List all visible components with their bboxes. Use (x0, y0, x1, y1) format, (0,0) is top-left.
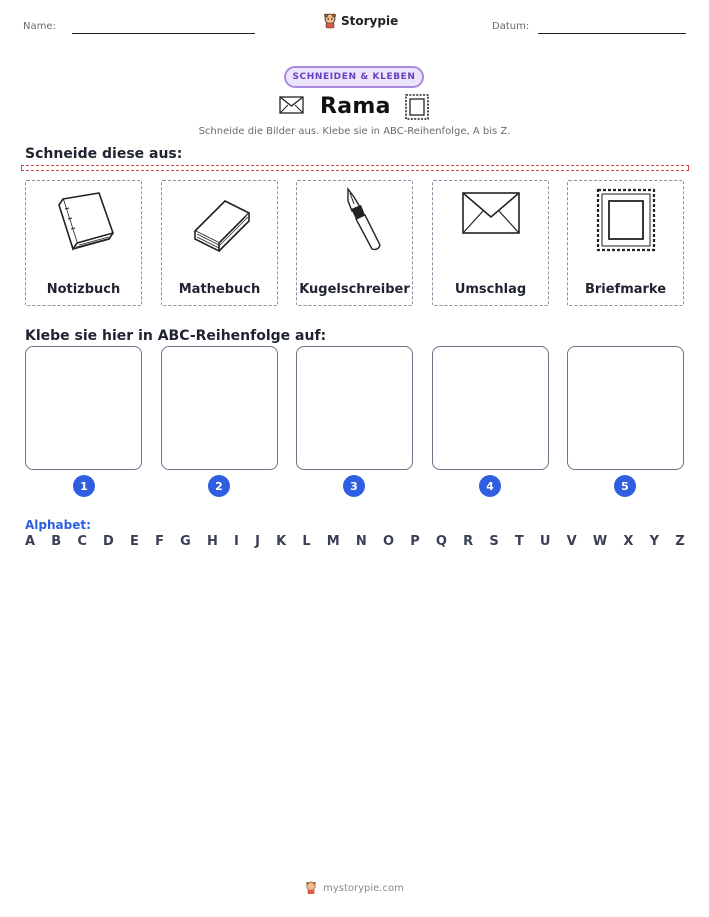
alphabet-letter: A (25, 534, 36, 549)
alphabet-letter: G (180, 534, 191, 549)
card-label: Notizbuch (46, 282, 121, 297)
envelope-icon (456, 187, 526, 253)
alphabet-letter: L (302, 534, 311, 549)
storypie-mascot-icon (323, 13, 337, 29)
alphabet-letter: B (51, 534, 62, 549)
date-label: Datum: (492, 21, 530, 32)
paste-slot[interactable] (25, 346, 142, 470)
instructions: Schneide die Bilder aus. Klebe sie in ABC-Reihenfolge, A bis Z. (198, 126, 511, 137)
slot-number: 4 (479, 475, 501, 497)
alphabet-letter: K (276, 534, 287, 549)
card-label: Kugelschreiber (299, 282, 410, 297)
stamp-icon (404, 93, 430, 121)
cut-section-title: Schneide diese aus: (25, 146, 183, 162)
envelope-icon (279, 96, 304, 114)
alphabet-letter: Z (675, 534, 685, 549)
alphabet-letter: S (489, 534, 499, 549)
card-label: Briefmarke (584, 282, 667, 297)
cut-card-mathbook[interactable] (161, 180, 278, 306)
alphabet-letter: P (410, 534, 420, 549)
alphabet-letter: J (255, 534, 260, 549)
date-line[interactable] (538, 33, 686, 34)
paste-slot[interactable] (432, 346, 549, 470)
cut-card-envelope[interactable] (432, 180, 549, 306)
alphabet-letter: X (623, 534, 634, 549)
alphabet-letter: E (130, 534, 139, 549)
pen-icon (320, 187, 390, 253)
alphabet-letter: R (463, 534, 474, 549)
alphabet-letter: F (155, 534, 164, 549)
brand-name: Storypie (341, 14, 399, 28)
storypie-mascot-icon (305, 881, 317, 895)
footer (0, 881, 709, 895)
paste-slot[interactable] (296, 346, 413, 470)
alphabet-letter: H (206, 534, 218, 549)
activity-badge: SCHNEIDEN & KLEBEN (284, 66, 424, 88)
page-title: Rama (320, 94, 391, 119)
alphabet-title: Alphabet: (25, 518, 91, 532)
card-label: Umschlag (454, 282, 527, 297)
name-label: Name: (23, 21, 56, 32)
paste-slot[interactable] (567, 346, 684, 470)
alphabet-letter: I (234, 534, 239, 549)
cut-line (21, 165, 689, 171)
slot-number: 1 (73, 475, 95, 497)
stamp-icon (591, 187, 661, 253)
alphabet-letter: V (566, 534, 577, 549)
slot-number: 2 (208, 475, 230, 497)
name-line[interactable] (72, 33, 255, 34)
alphabet-letter: N (355, 534, 367, 549)
notebook-icon (49, 187, 119, 253)
slot-number: 5 (614, 475, 636, 497)
alphabet-letter: U (539, 534, 551, 549)
alphabet-letter: Q (435, 534, 447, 549)
brand-logo (323, 13, 398, 29)
cut-card-stamp[interactable] (567, 180, 684, 306)
alphabet-letter: O (382, 534, 395, 549)
paste-section-title: Klebe sie hier in ABC-Reihenfolge auf: (25, 328, 327, 344)
footer-url[interactable]: mystorypie.com (323, 882, 404, 894)
alphabet-letter: D (103, 534, 114, 549)
alphabet-letter: T (514, 534, 524, 549)
card-label: Mathebuch (178, 282, 261, 297)
paste-slot[interactable] (161, 346, 278, 470)
alphabet-letter: Y (649, 534, 660, 549)
alphabet-letter: W (592, 534, 608, 549)
book-icon (185, 187, 255, 253)
cut-card-notebook[interactable] (25, 180, 142, 306)
alphabet-letter: M (326, 534, 340, 549)
slot-number: 3 (343, 475, 365, 497)
alphabet-letter: C (77, 534, 87, 549)
cut-card-pen[interactable] (296, 180, 413, 306)
alphabet-row (25, 534, 685, 549)
